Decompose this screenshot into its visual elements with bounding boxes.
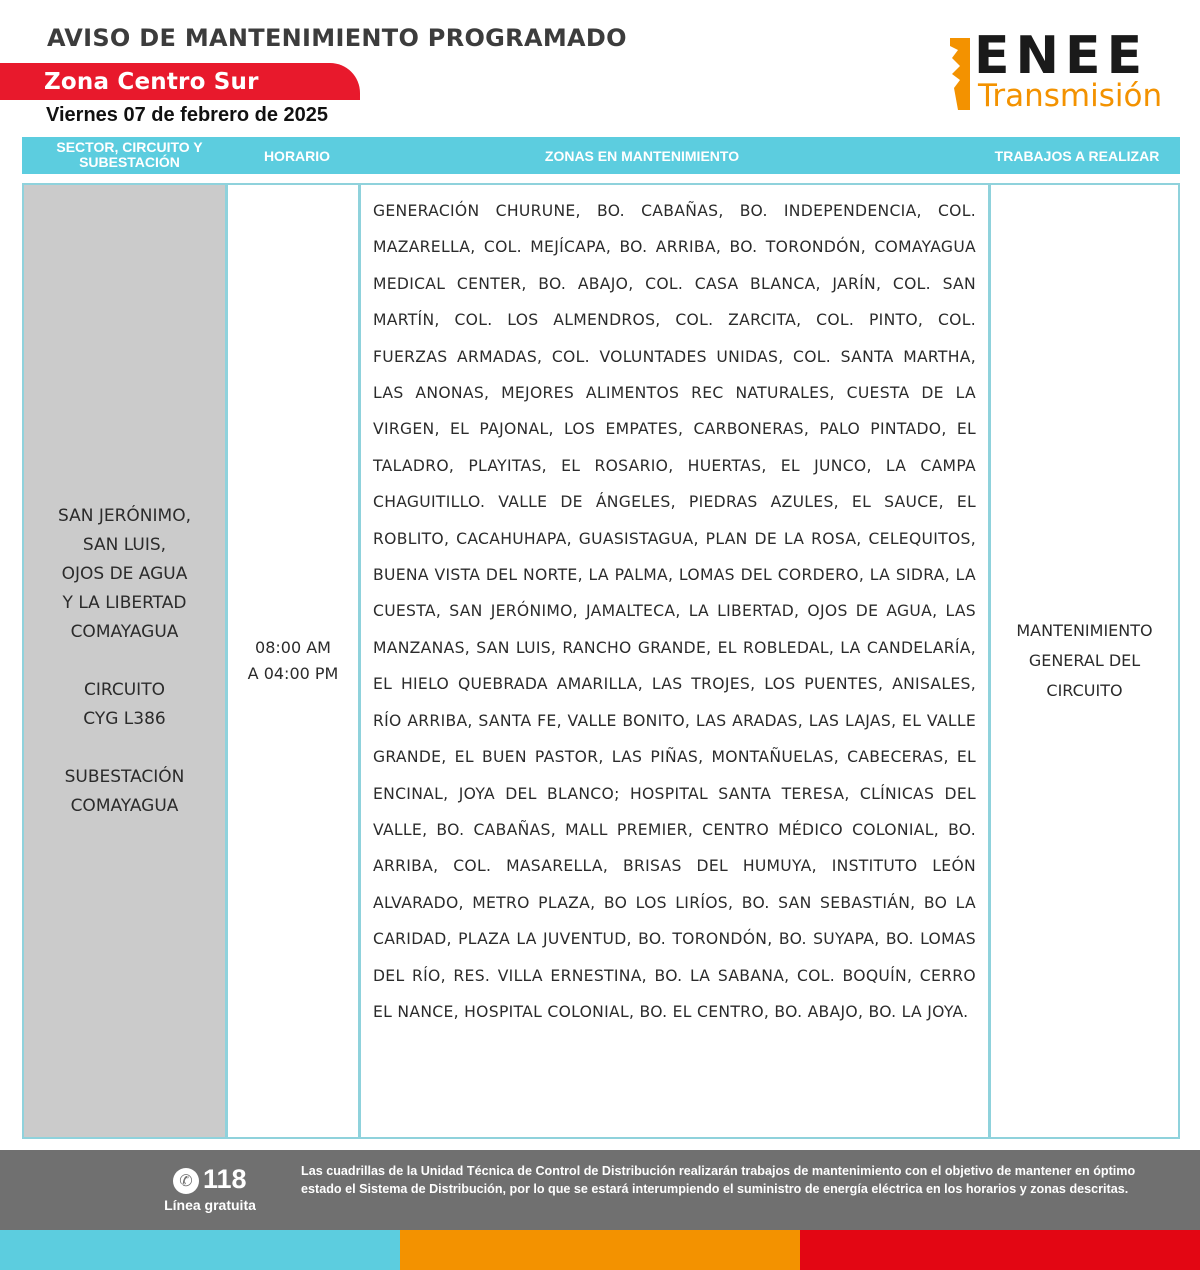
- page-title: AVISO DE MANTENIMIENTO PROGRAMADO: [47, 24, 627, 52]
- substation-line: COMAYAGUA: [70, 795, 179, 816]
- horario-end: A 04:00 PM: [247, 664, 339, 683]
- header-horario: HORARIO: [263, 148, 331, 164]
- zonas-cell: [361, 185, 991, 1137]
- logo-subtitle: Transmisión: [978, 78, 1163, 114]
- spacer: [58, 647, 191, 676]
- zonas-text: GENERACIÓN CHURUNE, BO. CABAÑAS, BO. INDEPENDENCIA, COL. MAZARELLA, COL. MEJÍCAPA, BO. ARRIBA, BO. TORONDÓN, COMAYAGUA MEDICAL CENTER, BO. ABAJO, COL. CASA BLANCA, JARÍN, COL. SAN MARTÍN, COL. LOS ALMENDROS, COL. ZARCITA, COL. PINTO, COL. FUERZAS ARMADAS, COL. VOLUNTADES UNIDAS, COL. SANTA MARTHA, LAS ANONAS, MEJORES ALIMENTOS REC NATURALES, CUESTA DE LA VIRGEN, EL PAJONAL, LOS EMPATES, CARBONERAS, PALO PINTADO, EL TALADRO, PLAYITAS, EL ROSARIO, HUERTAS, EL JUNCO, LA CAMPA CHAGUITILLO. VALLE DE ÁNGELES, PIEDRAS AZULES, EL SAUCE, EL ROBLITO, CACAHUHAPA, GUASISTAGUA, PLAN DE LA ROSA, CELEQUITOS, BUENA VISTA DEL NORTE, LA PALMA, LOMAS DEL CORDERO, LA SIDRA, LA CUESTA, SAN JERÓNIMO, JAMALTECA, LA LIBERTAD, OJOS DE AGUA, LAS MANZANAS, SAN LUIS, RANCHO GRANDE, EL ROBLEDAL, LA CANDELARÍA, EL HIELO QUEBRADA AMARILLA, LAS TROJES, LOS PUENTES, ANISALES, RÍO ARRIBA, SANTA FE, VALLE BONITO, LAS ARADAS, LAS LAJAS, EL VALLE GRANDE, EL BUEN PASTOR, LAS PIÑAS, MONTAÑUELAS, CABECERAS, EL ENCINAL, JOYA DEL BLANCO; HOSPITAL SANTA TERESA, CLÍNICAS DEL VALLE, BO. CABAÑAS, MALL PREMIER, CENTRO MÉDICO COLONIAL, BO. ARRIBA, COL. MASARELLA, BRISAS DEL HUMUYA, INSTITUTO LEÓN ALVARADO, METRO PLAZA, BO LOS LIRÍOS, BO. SAN SEBASTIÁN, BO LA CARIDAD, PLAZA LA JUVENTUD, BO. TORONDÓN, BO. SUYAPA, BO. LOMAS DEL RÍO, RES. VILLA ERNESTINA, BO. LA SABANA, COL. BOQUÍN, CERRO EL NANCE, HOSPITAL COLONIAL, BO. EL CENTRO, BO. ABAJO, BO. LA JOYA.: [373, 202, 976, 1021]
- circuit-line: CIRCUITO: [84, 679, 165, 700]
- sector-line: Y LA LIBERTAD: [62, 592, 187, 613]
- substation-line: SUBESTACIÓN: [64, 766, 185, 787]
- trabajos-cell: [991, 185, 1178, 1137]
- hotline-label: Línea gratuita: [164, 1197, 256, 1213]
- footer: [0, 1150, 1200, 1230]
- spacer: [58, 734, 191, 763]
- header-trabajos: TRABAJOS A REALIZAR: [994, 148, 1160, 164]
- stripe-cyan: [0, 1230, 400, 1270]
- zone-label: Zona Centro Sur: [44, 69, 259, 95]
- sector-line: SAN LUIS,: [82, 534, 167, 555]
- color-stripes: [0, 1230, 1200, 1270]
- trabajos-line: MANTENIMIENTO: [1016, 621, 1153, 640]
- date-label: Viernes 07 de febrero de 2025: [46, 104, 329, 126]
- footer-message: Las cuadrillas de la Unidad Técnica de Control de Distribución realizarán trabajos de mantenimiento con el objetivo de mantener en óptimo estado el Sistema de Distribución, por lo que se estará interumpiendo el suministro de energía eléctrica en los horarios y zonas descritas.: [301, 1164, 1136, 1196]
- stripe-red: [800, 1230, 1200, 1270]
- header-sector: SECTOR, CIRCUITO Y SUBESTACIÓN: [56, 139, 203, 171]
- header-zonas: ZONAS EN MANTENIMIENTO: [544, 148, 740, 164]
- horario-cell: [228, 185, 361, 1137]
- sector-line: OJOS DE AGUA: [61, 563, 188, 584]
- logo-brand: ENEE: [974, 26, 1149, 86]
- table-row: [22, 183, 1180, 1139]
- phone-icon: ✆: [173, 1168, 199, 1194]
- trabajos-line: GENERAL DEL: [1028, 651, 1141, 670]
- sector-cell: [24, 185, 228, 1137]
- trabajos-info: [1016, 616, 1152, 706]
- circuit-line: CYG L386: [83, 708, 166, 729]
- trabajos-line: CIRCUITO: [1046, 681, 1123, 700]
- enee-logo: [948, 26, 1178, 114]
- stripe-orange: [400, 1230, 800, 1270]
- sector-line: SAN JERÓNIMO,: [58, 505, 191, 526]
- horario-info: [248, 635, 339, 687]
- hotline-number: 118: [203, 1164, 247, 1194]
- tower-bolt-icon: [950, 38, 970, 110]
- sector-info: [58, 502, 191, 821]
- table-header: [22, 137, 1180, 174]
- horario-start: 08:00 AM: [255, 638, 331, 657]
- sector-line: COMAYAGUA: [70, 621, 179, 642]
